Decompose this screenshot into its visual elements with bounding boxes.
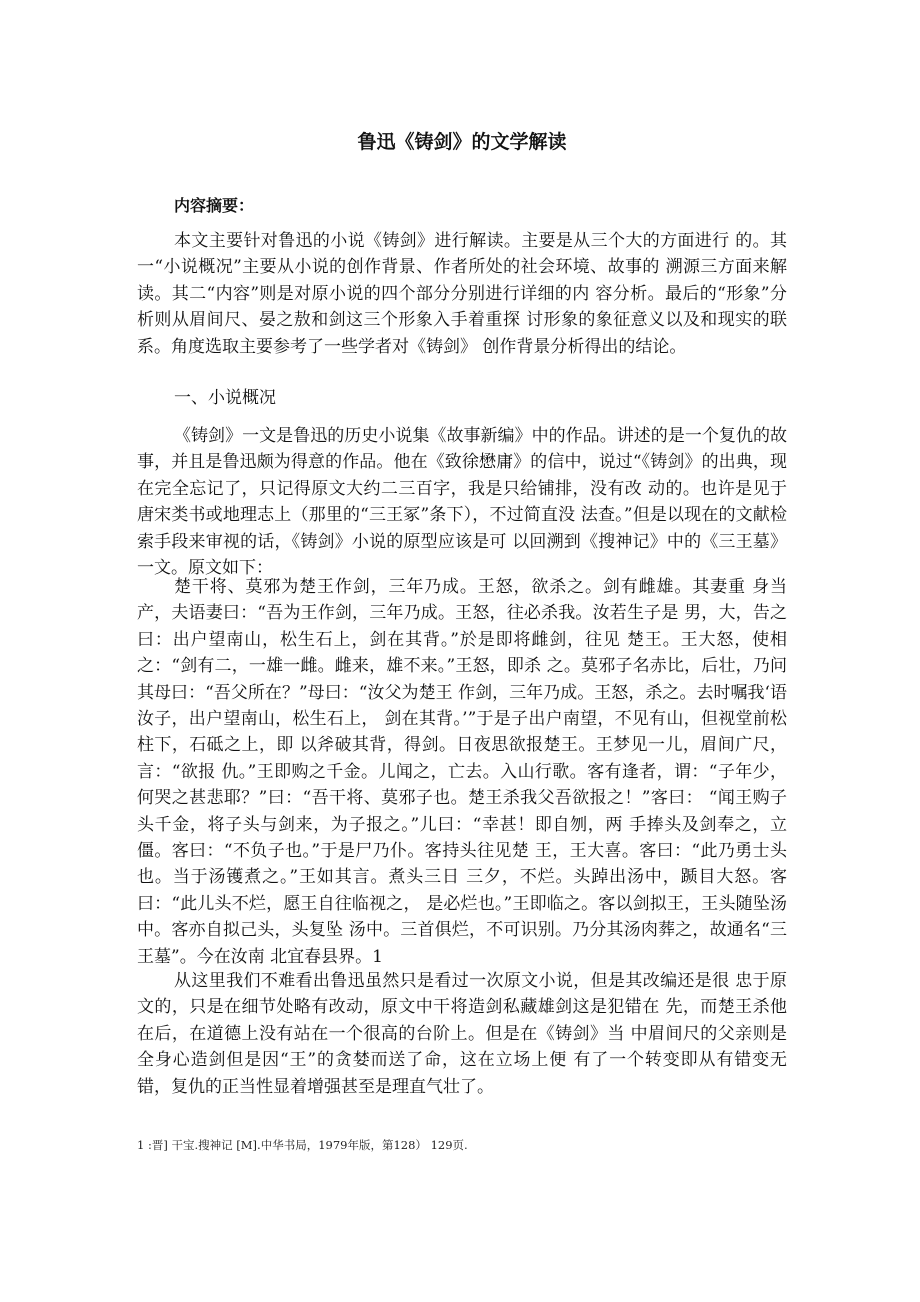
document-title: 鲁迅《铸剑》的文学解读	[357, 131, 567, 153]
abstract-heading: 内容摘要：	[174, 196, 255, 215]
abstract-body: 本文主要针对鲁迅的小说《铸剑》进行解读。主要是从三个大的方面进行 的。其一“小说概况”主要从小说的创作背景、作者所处的社会环境、故事的 溯源三方面来解读。其二“内容”则是对原小说的四个部分分别进行详细的内 容分析。最后的“形象”分析则从眉间尺、晏之敖和剑这三个形象入手着重探 讨形象的象征意义以及和现实的联系。角度选取主要参考了一些学者对《铸剑》 创作背景分析得出的结论。	[137, 231, 787, 357]
analysis-paragraph: 从这里我们不难看出鲁迅虽然只是看过一次原文小说，但是其改编还是很 忠于原文的，只是在细节处略有改动，原文中干将造剑私藏雄剑这是犯错在 先，而楚王杀他在后，在道德上没有站在一个很高的台阶上。但是在《铸剑》当 中眉间尺的父亲则是全身心造剑但是因“王”的贪婪而送了命，这在立场上便 有了一个转变即从有错变无错，复仇的正当性显着增强甚至是理直气壮了。	[137, 971, 787, 1097]
intro-paragraph: 《铸剑》一文是鲁迅的历史小说集《故事新编》中的作品。讲述的是一个复仇的故事，并且是鲁迅颇为得意的作品。他在《致徐懋庸》的信中，说过“《铸剑》的出典，现在完全忘记了，只记得原文大约二三百字，我是只给铺排，没有改 动的。也许是见于唐宋类书或地理志上（那里的“三王冢”条下），不过简直没 法查。”但是以现在的文献检索手段来审视的话，《铸剑》小说的原型应该是可 以回溯到《搜神记》中的《三王墓》一文。原文如下：	[137, 426, 787, 579]
document-page	[137, 0, 787, 1302]
quoted-source-paragraph: 楚干将、莫邪为楚王作剑，三年乃成。王怒，欲杀之。剑有雌雄。其妻重 身当产，夫语妻曰：“吾为王作剑，三年乃成。王怒，往必杀我。汝若生子是 男，大，告之曰：出户望南山，松生石上，剑在其背。”於是即将雌剑，往见 楚王。王大怒，使相之：“剑有二，一雄一雌。雌来，雄不来。”王怒，即杀 之。莫邪子名赤比，后壮，乃问其母曰：“吾父所在？”母曰：“汝父为楚王 作剑，三年乃成。王怒，杀之。去时嘱我‘语汝子，出户望南山，松生石上， 剑在其背。’”于是子出户南望，不见有山，但视堂前松柱下，石砥之上，即 以斧破其背，得剑。日夜思欲报楚王。王梦见一儿，眉间广尺，言：“欲报 仇。”王即购之千金。儿闻之，亡去。入山行歌。客有逢者，谓：“子年少， 何哭之甚悲耶？”曰：“吾干将、莫邪子也。楚王杀我父吾欲报之！”客曰： “闻王购子头千金，将子头与剑来，为子报之。”儿曰：“幸甚！即自刎，两 手捧头及剑奉之，立僵。客曰：“不负子也。”于是尸乃仆。客持头往见楚 王，王大喜。客曰：“此乃勇士头也。当于汤镬煮之。”王如其言。煮头三日 三夕，不烂。头踔出汤中，踬目大怒。客曰：“此儿头不烂，愿王自往临视之， 是必烂也。”王即临之。客以剑拟王，王头随坠汤中。客亦自拟己头，头复坠 汤中。三首俱烂，不可识别。乃分其汤肉葬之，故通名“三王墓”。今在汝南 北宜春县界。1	[137, 577, 787, 967]
section-heading: 一、小说概况	[174, 388, 276, 408]
footnote: 1 :晋] 干宝.搜神记 [M].中华书局，1979年版，第128） 129页.	[137, 1138, 468, 1152]
